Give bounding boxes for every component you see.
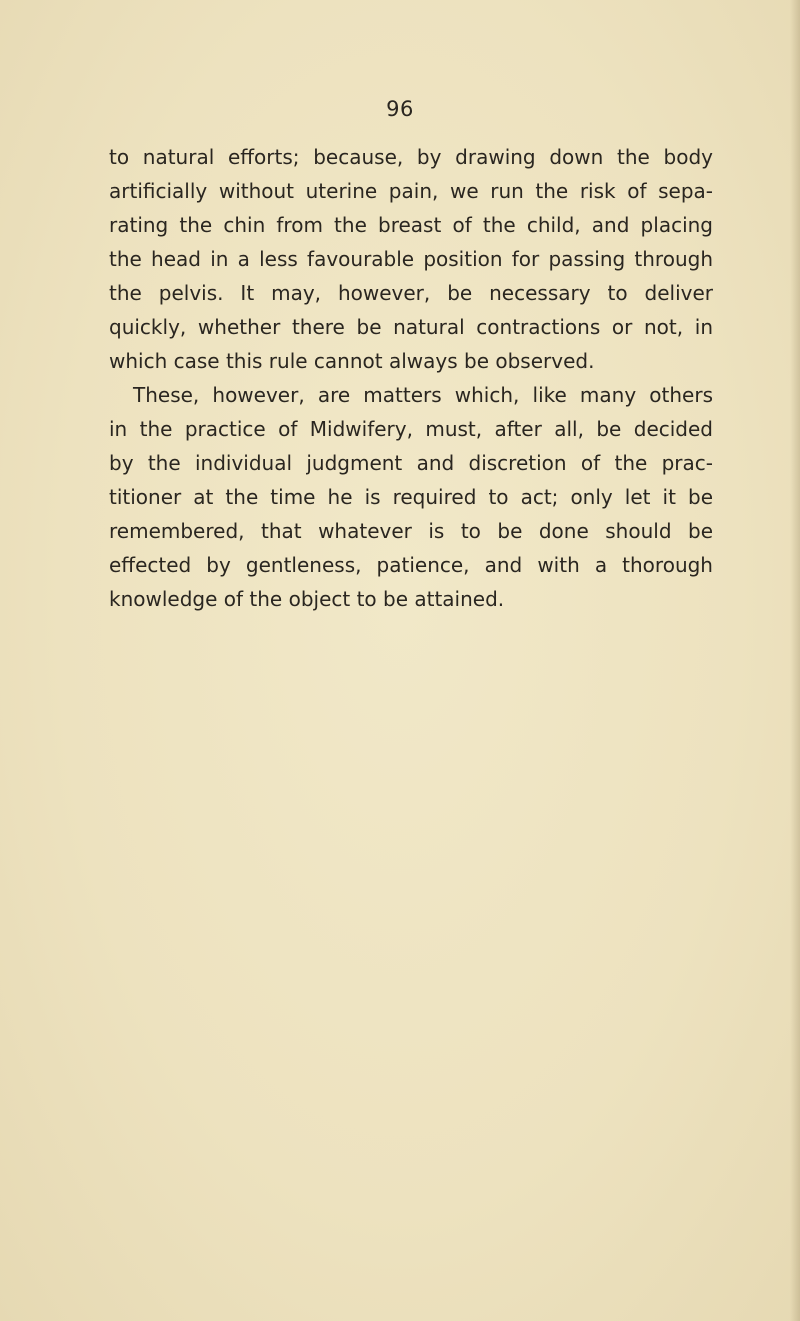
page-edge-shadow [790, 0, 800, 1321]
text-line: in the practice of Midwifery, must, after all, be decided [109, 417, 713, 441]
text-line: rating the chin from the breast of the child, and placing [109, 213, 713, 237]
body-text [109, 140, 713, 616]
text-line: quickly, whether there be natural contractions or not, in [109, 315, 713, 339]
text-line: the pelvis. It may, however, be necessary to deliver [109, 281, 713, 305]
text-line: These, however, are matters which, like many others [133, 383, 713, 407]
text-line: artificially without uterine pain, we run the risk of sepa- [109, 179, 713, 203]
text-line: to natural efforts; because, by drawing down the body [109, 145, 713, 169]
text-line: remembered, that whatever is to be done should be [109, 519, 713, 543]
text-line: titioner at the time he is required to act; only let it be [109, 485, 713, 509]
text-line: by the individual judgment and discretion of the prac- [109, 451, 713, 475]
text-line: effected by gentleness, patience, and with a thorough [109, 553, 713, 577]
text-line: the head in a less favourable position for passing through [109, 247, 713, 271]
page-number: 96 [386, 97, 414, 121]
text-line: which case this rule cannot always be observed. [109, 349, 595, 373]
text-line: knowledge of the object to be attained. [109, 587, 505, 611]
